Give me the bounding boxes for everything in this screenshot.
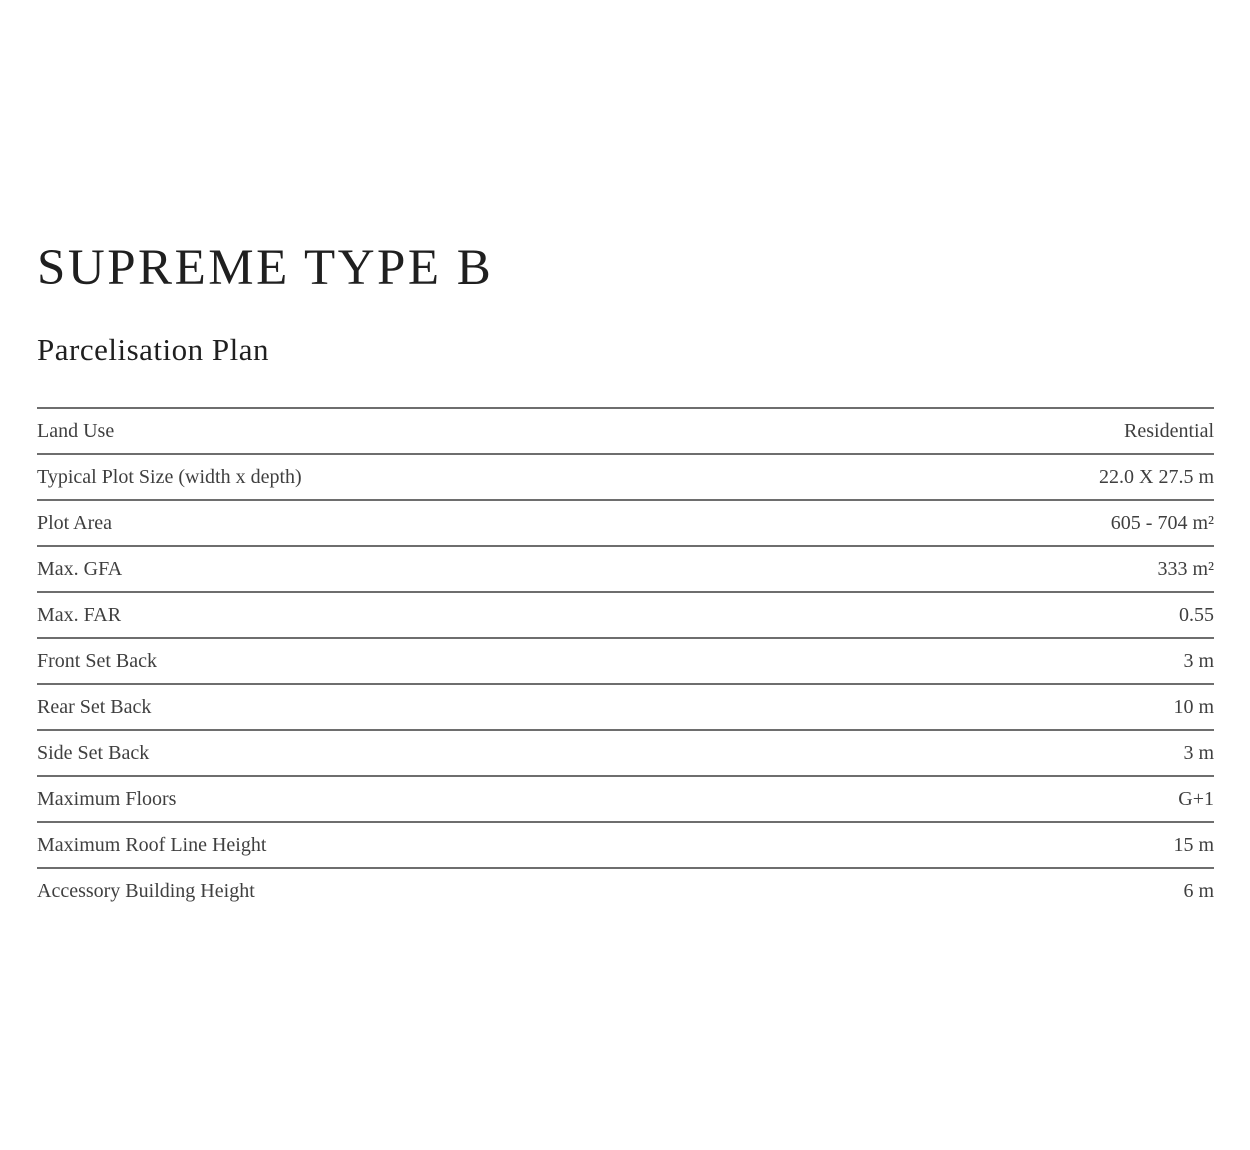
row-value: 6 m — [1183, 879, 1214, 902]
spec-table — [37, 407, 1214, 913]
row-label: Plot Area — [37, 511, 112, 534]
table-row — [37, 453, 1214, 499]
row-label: Rear Set Back — [37, 695, 152, 718]
row-value: 333 m² — [1157, 557, 1214, 580]
row-value: 3 m — [1183, 741, 1214, 764]
row-value: 605 - 704 m² — [1110, 511, 1214, 534]
row-value: 22.0 X 27.5 m — [1099, 465, 1214, 488]
table-row — [37, 821, 1214, 867]
row-value: 0.55 — [1179, 603, 1214, 626]
table-row — [37, 591, 1214, 637]
row-label: Max. GFA — [37, 557, 123, 580]
row-label: Typical Plot Size (width x depth) — [37, 465, 302, 488]
row-value: Residential — [1124, 419, 1214, 442]
row-label: Land Use — [37, 419, 115, 442]
table-row — [37, 407, 1214, 453]
table-row — [37, 867, 1214, 913]
page-subtitle: Parcelisation Plan — [37, 332, 269, 367]
row-label: Side Set Back — [37, 741, 150, 764]
row-value: 15 m — [1173, 833, 1214, 856]
table-row — [37, 545, 1214, 591]
row-label: Max. FAR — [37, 603, 122, 626]
row-label: Maximum Roof Line Height — [37, 833, 267, 856]
table-row — [37, 499, 1214, 545]
row-label: Maximum Floors — [37, 787, 177, 810]
row-label: Front Set Back — [37, 649, 157, 672]
row-value: G+1 — [1178, 787, 1214, 810]
row-value: 10 m — [1173, 695, 1214, 718]
row-label: Accessory Building Height — [37, 879, 255, 902]
table-row — [37, 775, 1214, 821]
page-title: SUPREME TYPE B — [37, 240, 494, 296]
row-value: 3 m — [1183, 649, 1214, 672]
table-row — [37, 637, 1214, 683]
table-row — [37, 729, 1214, 775]
table-row — [37, 683, 1214, 729]
